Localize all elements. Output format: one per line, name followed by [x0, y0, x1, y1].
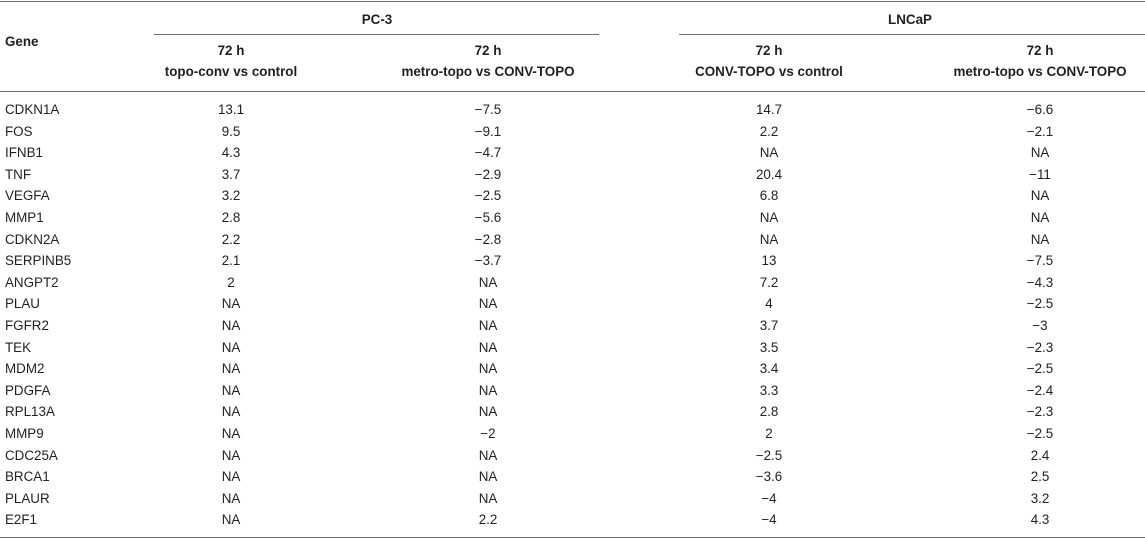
gene-name-cell: E2F1: [5, 512, 38, 528]
value-cell: NA: [478, 382, 498, 398]
gene-name-cell: SERPINB5: [5, 253, 72, 269]
value-cell: NA: [478, 361, 498, 377]
value-cell: 2.2: [759, 123, 779, 139]
table-row: [0, 251, 1145, 273]
value-cell: −4: [761, 490, 777, 506]
value-cell: −7.5: [474, 102, 502, 117]
gene-name-cell: BRCA1: [5, 469, 50, 485]
value-cell: NA: [759, 145, 779, 161]
table-row: [0, 424, 1145, 446]
value-cell: 2: [765, 426, 773, 441]
value-cell: −3.7: [474, 253, 502, 269]
value-cell: NA: [478, 404, 498, 420]
value-cell: 3.7: [759, 318, 779, 333]
value-cell: −2.4: [1026, 382, 1054, 398]
value-cell: −2.1: [1026, 123, 1054, 139]
value-cell: NA: [221, 318, 241, 333]
column-header-2-comparison: metro-topo vs CONV-TOPO: [401, 64, 575, 79]
value-cell: 2.5: [1030, 469, 1050, 485]
column-header-2-time: 72 h: [474, 43, 502, 58]
table-row: [0, 186, 1145, 208]
gene-name-cell: CDKN2A: [5, 231, 60, 247]
gene-name-cell: TNF: [5, 166, 32, 182]
value-cell: NA: [478, 339, 498, 355]
value-cell: 9.5: [221, 123, 241, 139]
value-cell: 2.2: [221, 231, 241, 247]
value-cell: 2.4: [1030, 447, 1050, 463]
value-cell: −2.9: [474, 166, 502, 182]
value-cell: NA: [221, 339, 241, 355]
value-cell: 3.2: [1030, 490, 1050, 506]
gene-name-cell: MDM2: [5, 361, 45, 377]
value-cell: −2: [480, 426, 496, 441]
value-cell: NA: [1030, 231, 1050, 247]
gene-name-cell: VEGFA: [5, 188, 50, 204]
value-cell: 20.4: [755, 166, 783, 182]
value-cell: NA: [221, 469, 241, 485]
value-cell: 2.8: [759, 404, 779, 420]
value-cell: 6.8: [759, 188, 779, 204]
table-row: [0, 100, 1145, 122]
gene-name-cell: IFNB1: [5, 145, 43, 161]
column-header-1-comparison: topo-conv vs control: [164, 64, 298, 79]
value-cell: NA: [221, 296, 241, 312]
column-header-1-time: 72 h: [217, 43, 245, 58]
value-cell: NA: [221, 382, 241, 398]
column-header-3-time: 72 h: [755, 43, 783, 58]
value-cell: NA: [221, 404, 241, 420]
table-row: [0, 489, 1145, 511]
column-header-4-comparison: metro-topo vs CONV-TOPO: [953, 64, 1127, 79]
value-cell: −4.7: [474, 145, 502, 161]
group-header-lncap: LNCaP: [888, 12, 932, 27]
gene-name-cell: RPL13A: [5, 404, 55, 420]
value-cell: −2.5: [1026, 296, 1054, 312]
value-cell: NA: [478, 318, 498, 333]
value-cell: −2.3: [1026, 404, 1054, 420]
value-cell: NA: [221, 361, 241, 377]
value-cell: −2.3: [1026, 339, 1054, 355]
value-cell: 3.4: [759, 361, 779, 377]
value-cell: −5.6: [474, 210, 502, 225]
header-bottom-rule: [0, 91, 1145, 92]
table-row: [0, 359, 1145, 381]
value-cell: −2.5: [755, 447, 783, 463]
value-cell: 2.8: [221, 210, 241, 225]
gene-name-cell: MMP9: [5, 426, 44, 441]
gene-column-header: Gene: [5, 34, 39, 49]
group-rule-pc3: [154, 34, 599, 35]
gene-name-cell: ANGPT2: [5, 274, 59, 290]
value-cell: 2: [227, 274, 235, 290]
table-row: [0, 208, 1145, 230]
value-cell: 14.7: [755, 102, 783, 117]
table-row: [0, 338, 1145, 360]
value-cell: 4.3: [221, 145, 241, 161]
gene-name-cell: FOS: [5, 123, 33, 139]
table-row: [0, 122, 1145, 144]
gene-name-cell: FGFR2: [5, 318, 49, 333]
gene-name-cell: MMP1: [5, 210, 44, 225]
value-cell: NA: [221, 512, 241, 528]
table-row: [0, 510, 1145, 532]
value-cell: NA: [478, 274, 498, 290]
column-header-4-time: 72 h: [1026, 43, 1054, 58]
table-row: [0, 294, 1145, 316]
value-cell: NA: [221, 426, 241, 441]
value-cell: −3.6: [755, 469, 783, 485]
table-top-rule: [0, 1, 1145, 2]
value-cell: −7.5: [1026, 253, 1054, 269]
column-header-3-comparison: CONV-TOPO vs control: [695, 64, 843, 79]
value-cell: 4.3: [1030, 512, 1050, 528]
value-cell: −2.8: [474, 231, 502, 247]
value-cell: −3: [1032, 318, 1048, 333]
gene-name-cell: CDC25A: [5, 447, 58, 463]
gene-name-cell: PLAU: [5, 296, 40, 312]
table-row: [0, 230, 1145, 252]
value-cell: 2.2: [478, 512, 498, 528]
value-cell: 3.5: [759, 339, 779, 355]
value-cell: −11: [1029, 166, 1051, 182]
table-row: [0, 467, 1145, 489]
table-row: [0, 143, 1145, 165]
value-cell: NA: [1030, 188, 1050, 204]
value-cell: 13.1: [217, 102, 245, 117]
gene-name-cell: CDKN1A: [5, 102, 60, 117]
value-cell: −2.5: [1026, 361, 1054, 377]
value-cell: 3.7: [221, 166, 241, 182]
gene-name-cell: TEK: [5, 339, 32, 355]
value-cell: NA: [478, 296, 498, 312]
value-cell: 3.3: [759, 382, 779, 398]
value-cell: 3.2: [221, 188, 241, 204]
table-row: [0, 273, 1145, 295]
gene-name-cell: PDGFA: [5, 382, 51, 398]
value-cell: −2.5: [1026, 426, 1054, 441]
value-cell: NA: [759, 231, 779, 247]
value-cell: NA: [221, 447, 241, 463]
table-row: [0, 446, 1145, 468]
value-cell: NA: [759, 210, 779, 225]
value-cell: NA: [1030, 210, 1050, 225]
value-cell: NA: [221, 490, 241, 506]
value-cell: −4.3: [1026, 274, 1054, 290]
table-bottom-rule: [0, 537, 1145, 538]
table-row: [0, 402, 1145, 424]
value-cell: 7.2: [759, 274, 779, 290]
value-cell: −2.5: [474, 188, 502, 204]
value-cell: 2.1: [221, 253, 241, 269]
group-header-pc3: PC-3: [361, 12, 393, 27]
value-cell: −4: [761, 512, 777, 528]
value-cell: NA: [478, 490, 498, 506]
gene-name-cell: PLAUR: [5, 490, 50, 506]
value-cell: −9.1: [474, 123, 502, 139]
value-cell: 13: [761, 253, 777, 269]
value-cell: NA: [1030, 145, 1050, 161]
value-cell: NA: [478, 447, 498, 463]
value-cell: 4: [765, 296, 773, 312]
group-rule-lncap: [679, 34, 1145, 35]
value-cell: NA: [478, 469, 498, 485]
table-row: [0, 165, 1145, 187]
table-row: [0, 381, 1145, 403]
table-row: [0, 316, 1145, 338]
value-cell: −6.6: [1026, 102, 1054, 117]
